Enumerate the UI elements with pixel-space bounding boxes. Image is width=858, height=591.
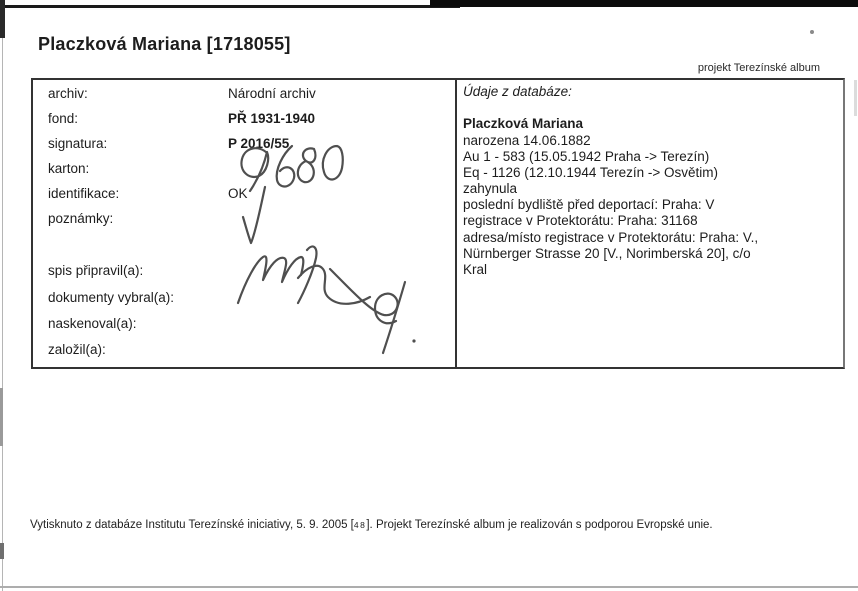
field-label-karton: karton: — [48, 161, 90, 176]
footer-text-before: Vytisknuto z databáze Institutu Terezínské iniciativy, 5. 9. 2005 [ — [30, 519, 354, 531]
field-label-poznamky: poznámky: — [48, 211, 114, 226]
field-label-dokumenty-vybral: dokumenty vybral(a): — [48, 290, 175, 305]
panel-divider — [455, 80, 457, 367]
field-row-naskenoval — [33, 316, 453, 334]
field-row-zalozil — [33, 342, 453, 360]
scan-artifact-speck — [810, 30, 814, 34]
field-row-signatura — [33, 136, 453, 154]
scan-artifact-left-blob-top — [0, 0, 5, 38]
scan-artifact-left-blob-mid — [0, 388, 3, 446]
database-line-address-1: adresa/místo registrace v Protektorátu: Praha: V., — [463, 229, 759, 245]
field-value-signatura: P 2016/55 — [228, 136, 290, 151]
scan-artifact-top-bar-right — [430, 0, 858, 7]
field-row-karton — [33, 161, 453, 179]
field-label-naskenoval: naskenoval(a): — [48, 316, 137, 331]
field-value-fond: PŘ 1931-1940 — [228, 111, 316, 126]
database-line-fate: zahynula — [463, 181, 518, 197]
field-row-poznamky — [33, 211, 453, 229]
field-row-identifikace — [33, 186, 453, 204]
field-label-identifikace: identifikace: — [48, 186, 120, 201]
field-value-identifikace: OK — [228, 186, 248, 201]
database-panel — [463, 80, 841, 367]
field-label-archiv: archiv: — [48, 86, 88, 101]
project-label: projekt Terezínské album — [697, 62, 820, 74]
field-row-fond — [33, 111, 453, 129]
footer-print-note — [30, 519, 830, 531]
field-label-spis-pripravil: spis připravil(a): — [48, 263, 144, 278]
field-value-archiv: Národní archiv — [228, 86, 316, 101]
database-heading: Údaje z databáze: — [463, 84, 572, 99]
field-row-spis-pripravil — [33, 263, 453, 281]
database-person-name: Placzková Mariana — [463, 116, 584, 131]
database-line-birth: narozena 14.06.1882 — [463, 133, 591, 148]
field-label-zalozil: založil(a): — [48, 342, 106, 357]
footer-bracket-value: 48 — [353, 520, 367, 530]
field-label-fond: fond: — [48, 111, 79, 126]
database-line-residence: poslední bydliště před deportací: Praha: V — [463, 197, 715, 213]
footer-text-after: ]. Projekt Terezínské album je realizován s podporou Evropské unie. — [366, 519, 713, 531]
database-line-address-2: Nürnberger Strasse 20 [V., Norimberská 20], c/o — [463, 245, 751, 261]
database-line-transport-au: Au 1 - 583 (15.05.1942 Praha -> Terezín) — [463, 149, 710, 165]
database-line-address-3: Kral — [463, 261, 488, 277]
field-label-signatura: signatura: — [48, 136, 108, 151]
database-line-registration: registrace v Protektorátu: Praha: 31168 — [463, 213, 698, 229]
scan-artifact-top-bar-left — [0, 5, 460, 8]
field-row-archiv — [33, 86, 453, 104]
database-lines — [463, 133, 758, 278]
scan-artifact-bottom-line — [0, 586, 858, 588]
scan-artifact-right-smudge — [854, 80, 857, 116]
field-row-dokumenty-vybral — [33, 290, 453, 308]
scan-artifact-left-blob-low — [0, 543, 4, 559]
database-line-transport-eq: Eq - 1126 (12.10.1944 Terezín -> Osvětim) — [463, 165, 719, 181]
page-title: Placzková Mariana [1718055] — [38, 34, 291, 54]
record-card-box — [31, 78, 845, 369]
scan-artifact-left-edge-line — [2, 0, 3, 591]
